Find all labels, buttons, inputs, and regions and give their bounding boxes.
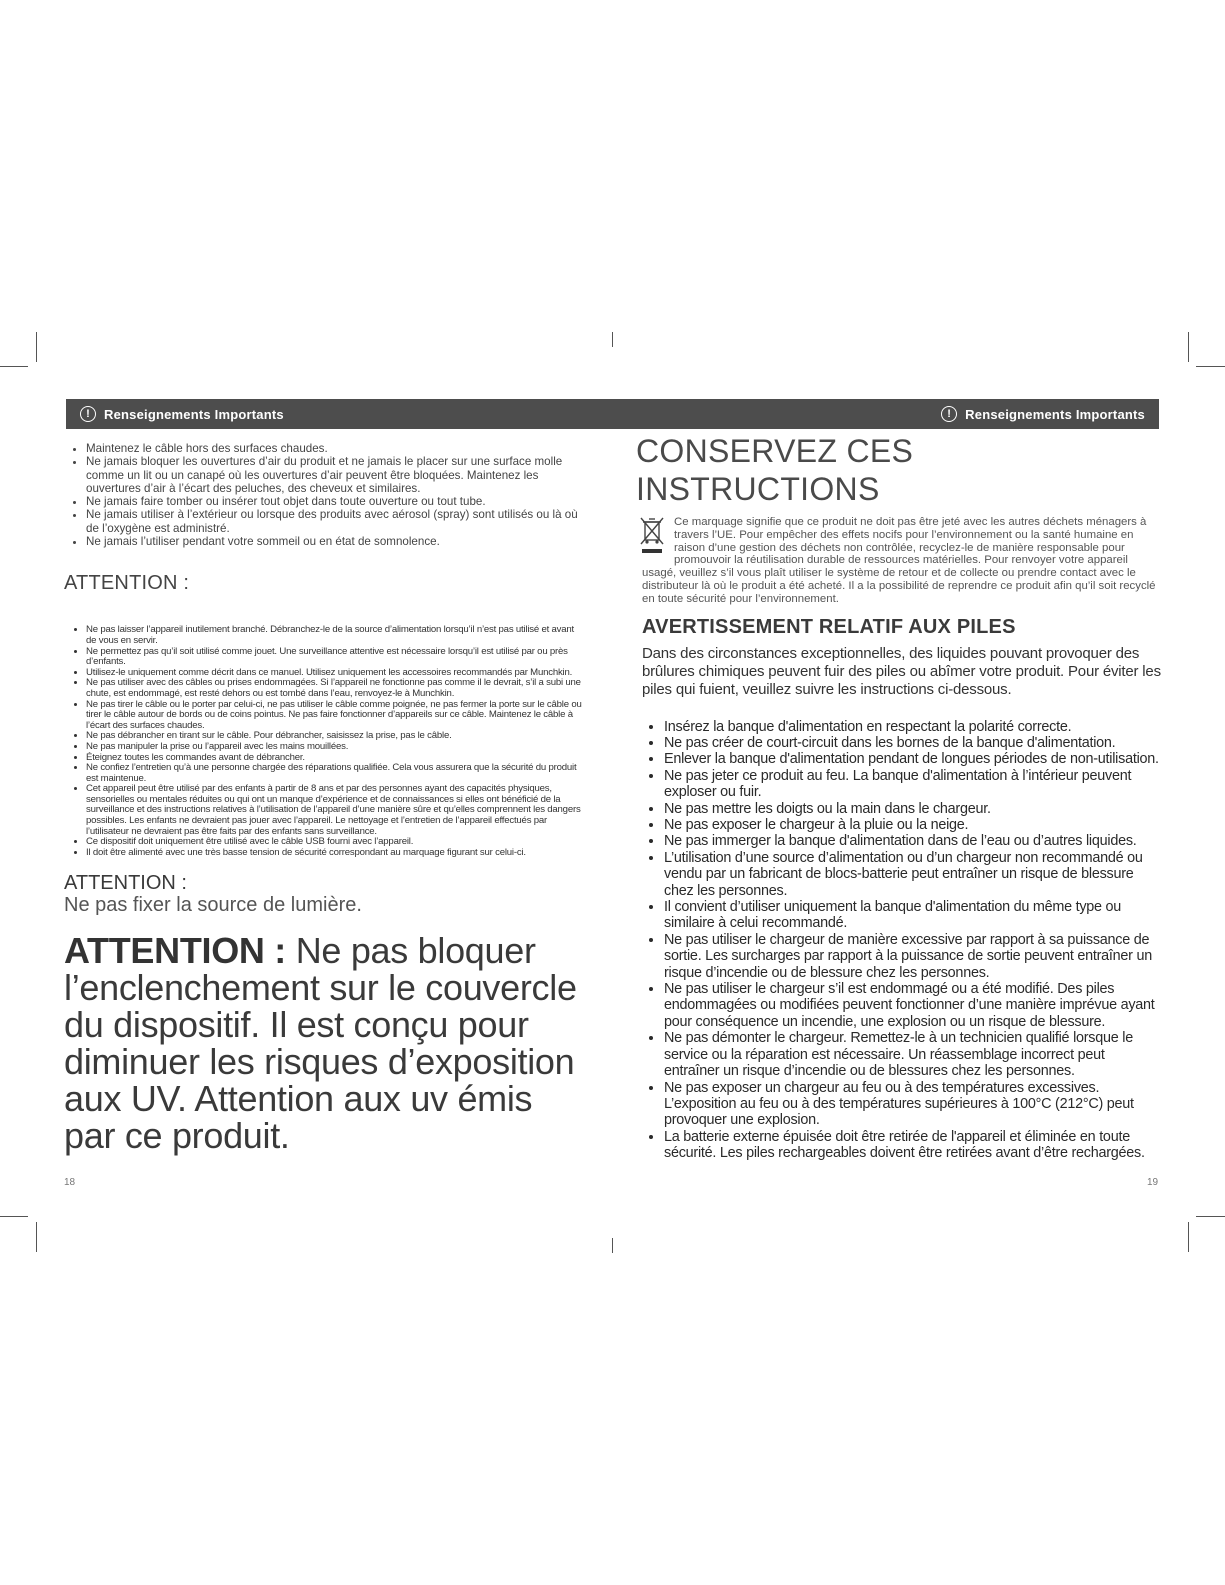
uv-warning (64, 930, 584, 1157)
list-item: • Ne pas démonter le chargeur. Remettez-le à un technicien qualifié lorsque le service ou la réparation est nécessaire. Un réassemblage incorrect peut entraîner un risque d’incendie ou de blessures chez les personnes. (664, 1030, 1162, 1079)
list-item: • Ne confiez l’entretien qu’à une personne chargée des réparations qualifiée. Cela vous assurera que la sécurité du produit est maintenue. (86, 763, 584, 784)
header-right-label: Renseignements Importants (965, 406, 1145, 422)
list-item: • Maintenez le câble hors des surfaces chaudes. (86, 442, 584, 455)
page-number-right: 19 (1147, 1177, 1159, 1188)
battery-warning-list (642, 719, 1162, 1162)
safety-list-2 (64, 625, 584, 858)
list-item: • Ne pas débrancher en tirant sur le câble. Pour débrancher, saisissez la prise, pas le câble. (86, 731, 584, 742)
list-item: • Ne pas manipuler la prise ou l’appareil avec les mains mouillées. (86, 742, 584, 753)
list-item: • Éteignez toutes les commandes avant de débrancher. (86, 753, 584, 764)
attention-heading: ATTENTION : (64, 572, 190, 595)
list-item: • L’utilisation d’une source d’alimentation ou d’un chargeur non recommandé ou vendu par un fabricant de blocs-batterie peut entraîner un risque de blessure chez les personnes. (664, 850, 1162, 899)
battery-warning-heading: AVERTISSEMENT RELATIF AUX PILES (642, 615, 1016, 638)
crop-mark (0, 1216, 28, 1217)
weee-text: Ce marquage signifie que ce produit ne doit pas être jeté avec les autres déchets ménagers à travers l’UE. Pour empêcher des effets nocifs pour l’environnement ou la santé humaine en raison d’une gestion des déchets non contrôlée, recyclez-le de manière responsable pour promouvoir la réutilisation durable de ressources matérielles. Pour renvoyer votre appareil usagé, veuillez s’il vous plaît utiliser le système de retour et de collecte ou prendre contact avec le distributeur là où le produit a été acheté. Il a la possibilité de reprendre ce produit afin qu’il soit recyclé en toute sécurité pour l’environnement. (642, 516, 1156, 605)
header-left (80, 399, 284, 429)
section-header-bar (66, 399, 1159, 429)
crossed-out-bin-icon (638, 516, 666, 556)
attention-light-text: Ne pas fixer la source de lumière. (64, 894, 362, 917)
list-item: • Ne pas tirer le câble ou le porter par celui-ci, ne pas utiliser le câble comme poignée, ne pas fermer la porte sur le câble ou tirer le câble autour de bords ou de coins pointus. Ne pas faire fonctionner d’appareils sur ce câble. Maintenez le câble à l’écart des surfaces chaudes. (86, 700, 584, 732)
list-item: • Utilisez-le uniquement comme décrit dans ce manuel. Utilisez uniquement les accessoires recommandés par Munchkin. (86, 668, 584, 679)
safety-list-1 (64, 442, 584, 548)
crop-mark (1188, 332, 1189, 362)
crop-mark (1196, 366, 1225, 367)
info-circle-icon: ! (941, 406, 957, 422)
crop-mark (0, 366, 28, 367)
uv-warning-label: ATTENTION : (64, 930, 286, 972)
list-item: • Ne pas immerger la banque d'alimentation dans de l’eau ou d’autres liquides. (664, 833, 1162, 849)
list-item: • Ne pas utiliser avec des câbles ou prises endommagées. Si l’appareil ne fonctionne pas comme il le devrait, s’il a subi une chute, est endommagé, est resté dehors ou est tombé dans l’eau, renvoyez-le à Munchkin. (86, 678, 584, 699)
list-item: • Ne jamais bloquer les ouvertures d’air du produit et ne jamais le placer sur une surface molle comme un lit ou un canapé où les ouvertures d’air peuvent être bloquées. Maintenez les ouvertures d’air à l’écart des peluches, des cheveux et similaires. (86, 455, 584, 495)
crop-mark (612, 332, 613, 347)
list-item: • Ne jamais utiliser à l’extérieur ou lorsque des produits avec aérosol (spray) sont utilisés ou là où de l’oxygène est administré. (86, 508, 584, 535)
list-item: • Ne pas utiliser le chargeur s’il est endommagé ou a été modifié. Des piles endommagées ou modifiées peuvent fonctionner d’une manière imprévue ayant pour conséquence un incendie, une explosion ou un risque de blessure. (664, 981, 1162, 1030)
left-page (64, 442, 584, 1157)
attention-heading-2: ATTENTION : (64, 872, 187, 895)
header-right (941, 399, 1145, 429)
list-item: • Ne pas utiliser le chargeur de manière excessive par rapport à sa puissance de sortie. Les surcharges par rapport à la puissance de sortie peuvent entraîner un risque d’incendie ou de blessure chez les personnes. (664, 932, 1162, 981)
crop-mark (1188, 1222, 1189, 1252)
list-item: • Ne permettez pas qu’il soit utilisé comme jouet. Une surveillance attentive est nécessaire lorsqu’il est utilisé par ou près d’enfants. (86, 647, 584, 668)
right-page (636, 433, 1162, 1162)
crop-mark (36, 1222, 37, 1252)
page-number-left: 18 (64, 1177, 76, 1188)
battery-warning-intro: Dans des circonstances exceptionnelles, des liquides pouvant provoquer des brûlures chimiques peuvent fuir des piles ou abîmer votre produit. Pour éviter les piles qui fuient, veuillez suivre les instructions ci-dessous. (642, 644, 1161, 698)
list-item: • Ne jamais l’utiliser pendant votre sommeil ou en état de somnolence. (86, 535, 584, 548)
header-left-label: Renseignements Importants (104, 406, 284, 422)
list-item: • Ne pas jeter ce produit au feu. La banque d'alimentation à l’intérieur peuvent exploser ou fuir. (664, 768, 1162, 801)
list-item: • La batterie externe épuisée doit être retirée de l'appareil et éliminée en toute sécurité. Les piles rechargeables doivent être retirées avant d’être rechargées. (664, 1129, 1162, 1162)
crop-mark (1196, 1216, 1225, 1217)
info-circle-icon: ! (80, 406, 96, 422)
list-item: • Ne jamais faire tomber ou insérer tout objet dans toute ouverture ou tout tube. (86, 495, 584, 508)
list-item: • Il doit être alimenté avec une très basse tension de sécurité correspondant au marquage figurant sur celui-ci. (86, 848, 584, 859)
crop-mark (36, 332, 37, 362)
list-item: • Ne pas laisser l’appareil inutilement branché. Débranchez-le de la source d’alimentation lorsqu’il n’est pas utilisé et avant de vous en servir. (86, 625, 584, 646)
list-item: • Ne pas exposer un chargeur au feu ou à des températures excessives. L’exposition au feu ou à des températures supérieures à 100°C (212°C) peut provoquer une explosion. (664, 1080, 1162, 1129)
page-title: CONSERVEZ CES INSTRUCTIONS (636, 433, 914, 507)
list-item: • Ce dispositif doit uniquement être utilisé avec le câble USB fourni avec l’appareil. (86, 837, 584, 848)
list-item: • Il convient d’utiliser uniquement la banque d'alimentation du même type ou similaire à celui recommandé. (664, 899, 1162, 932)
list-item: • Cet appareil peut être utilisé par des enfants à partir de 8 ans et par des personnes ayant des capacités physiques, sensorielles ou mentales réduites ou qui ont un manque d’expérience et de connaissances si elles ont bénéficié de la surveillance et des instructions relatives à l’utilisation de l’appareil d’une manière sûre et qu’elles comprennent les dangers possibles. Les enfants ne devraient pas jouer avec l’appareil. Le nettoyage et l’entretien de l’appareil effectués par l’utilisateur ne devraient pas être faits par des enfants sans surveillance. (86, 784, 584, 837)
crop-mark (612, 1238, 613, 1253)
list-item: • Ne pas exposer le chargeur à la pluie ou la neige. (664, 817, 1162, 833)
list-item: • Enlever la banque d'alimentation pendant de longues périodes de non-utilisation. (664, 751, 1162, 767)
list-item: • Ne pas créer de court-circuit dans les bornes de la banque d'alimentation. (664, 735, 1162, 751)
uv-warning-text: Ne pas bloquer l’enclenchement sur le couvercle du dispositif. Il est conçu pour diminuer les risques d’exposition aux UV. Attention aux uv émis par ce produit. (64, 930, 577, 1157)
list-item: • Insérez la banque d'alimentation en respectant la polarité correcte. (664, 719, 1162, 735)
weee-notice (642, 516, 1162, 606)
list-item: • Ne pas mettre les doigts ou la main dans le chargeur. (664, 801, 1162, 817)
